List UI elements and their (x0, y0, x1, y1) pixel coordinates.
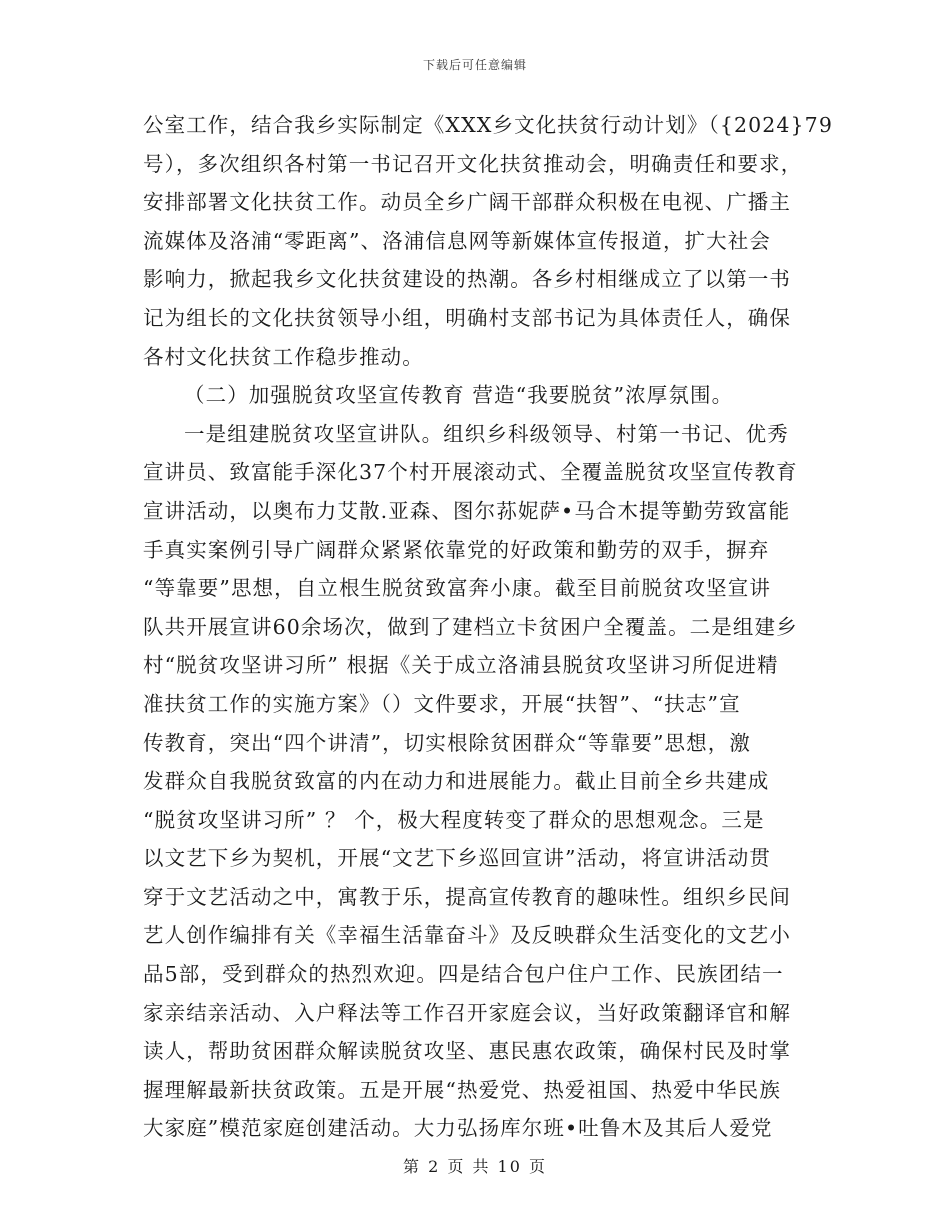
page-number-footer: 第 2 页 共 10 页 (403, 1157, 547, 1176)
body-line: 村“脱贫攻坚讲习所” 根据《关于成立洛浦县脱贫攻坚讲习所促进精 (143, 653, 779, 678)
body-line: 握理解最新扶贫政策。五是开展“热爱党、热爱祖国、热爱中华民族 (143, 1077, 781, 1102)
body-line: 艺人创作编排有关《幸福生活靠奋斗》及反映群众生活变化的文艺小 (143, 923, 791, 948)
body-line: 发群众自我脱贫致富的内在动力和进展能力。截止目前全乡共建成 (143, 769, 770, 794)
header-note: 下载后可任意编辑 (422, 58, 527, 72)
body-line: 一是组建脱贫攻坚宣讲队。组织乡科级领导、村第一书记、优秀 (184, 421, 789, 446)
body-line: 号），多次组织各村第一书记召开文化扶贫推动会，明确责任和要求， (143, 151, 803, 176)
body-line: 安排部署文化扶贫工作。动员全乡广阔干部群众积极在电视、广播主 (143, 190, 791, 215)
body-line: 记为组长的文化扶贫领导小组，明确村支部书记为具体责任人，确保 (143, 305, 791, 330)
body-text (143, 106, 833, 1148)
body-line: 公室工作，结合我乡实际制定《XXX乡文化扶贫行动计划》（{2024}79 (143, 113, 833, 137)
body-line: 各村文化扶贫工作稳步推动。 (143, 344, 424, 369)
body-line: 宣讲员、致富能手深化37个村开展滚动式、全覆盖脱贫攻坚宣传教育 (143, 460, 798, 485)
body-line: 家亲结亲活动、入户释法等工作召开家庭会议，当好政策翻译官和解 (143, 1000, 791, 1025)
body-line: 手真实案例引导广阔群众紧紧依靠党的好政策和勤劳的双手，摒弃 (143, 537, 770, 562)
body-line: 以文艺下乡为契机，开展“文艺下乡巡回宣讲”活动，将宣讲活动贯 (143, 846, 771, 871)
body-line: 大家庭”模范家庭创建活动。大力弘扬库尔班•吐鲁木及其后人爱党 (143, 1116, 773, 1141)
body-line: 影响力，掀起我乡文化扶贫建设的热潮。各乡村相继成立了以第一书 (143, 267, 791, 292)
section-heading: （二）加强脱贫攻坚宣传教育 营造“我要脱贫”浓厚氛围。 (184, 383, 734, 408)
body-line: 读人，帮助贫困群众解读脱贫攻坚、惠民惠农政策，确保村民及时掌 (143, 1039, 791, 1064)
body-line: 宣讲活动，以奥布力艾散.亚森、图尔荪妮萨•马合木提等勤劳致富能 (143, 498, 791, 523)
body-line: 品5部，受到群众的热烈欢迎。四是结合包户住户工作、民族团结一 (143, 962, 784, 987)
body-line: “等靠要”思想，自立根生脱贫致富奔小康。截至目前脱贫攻坚宣讲 (143, 576, 771, 601)
body-line: “脱贫攻坚讲习所” ？ 个，极大程度转变了群众的思想观念。三是 (143, 807, 765, 832)
body-line: 流媒体及洛浦“零距离”、洛浦信息网等新媒体宣传报道，扩大社会 (143, 228, 771, 253)
body-line: 穿于文艺活动之中，寓教于乐，提高宣传教育的趣味性。组织乡民间 (143, 884, 791, 909)
body-line: 队共开展宣讲60余场次，做到了建档立卡贫困户全覆盖。二是组建乡 (143, 614, 798, 639)
body-line: 传教育，突出“四个讲清”，切实根除贫困群众“等靠要”思想，激 (143, 730, 751, 755)
body-line: 准扶贫工作的实施方案》（）文件要求，开展“扶智”、“扶志”宣 (143, 691, 741, 716)
